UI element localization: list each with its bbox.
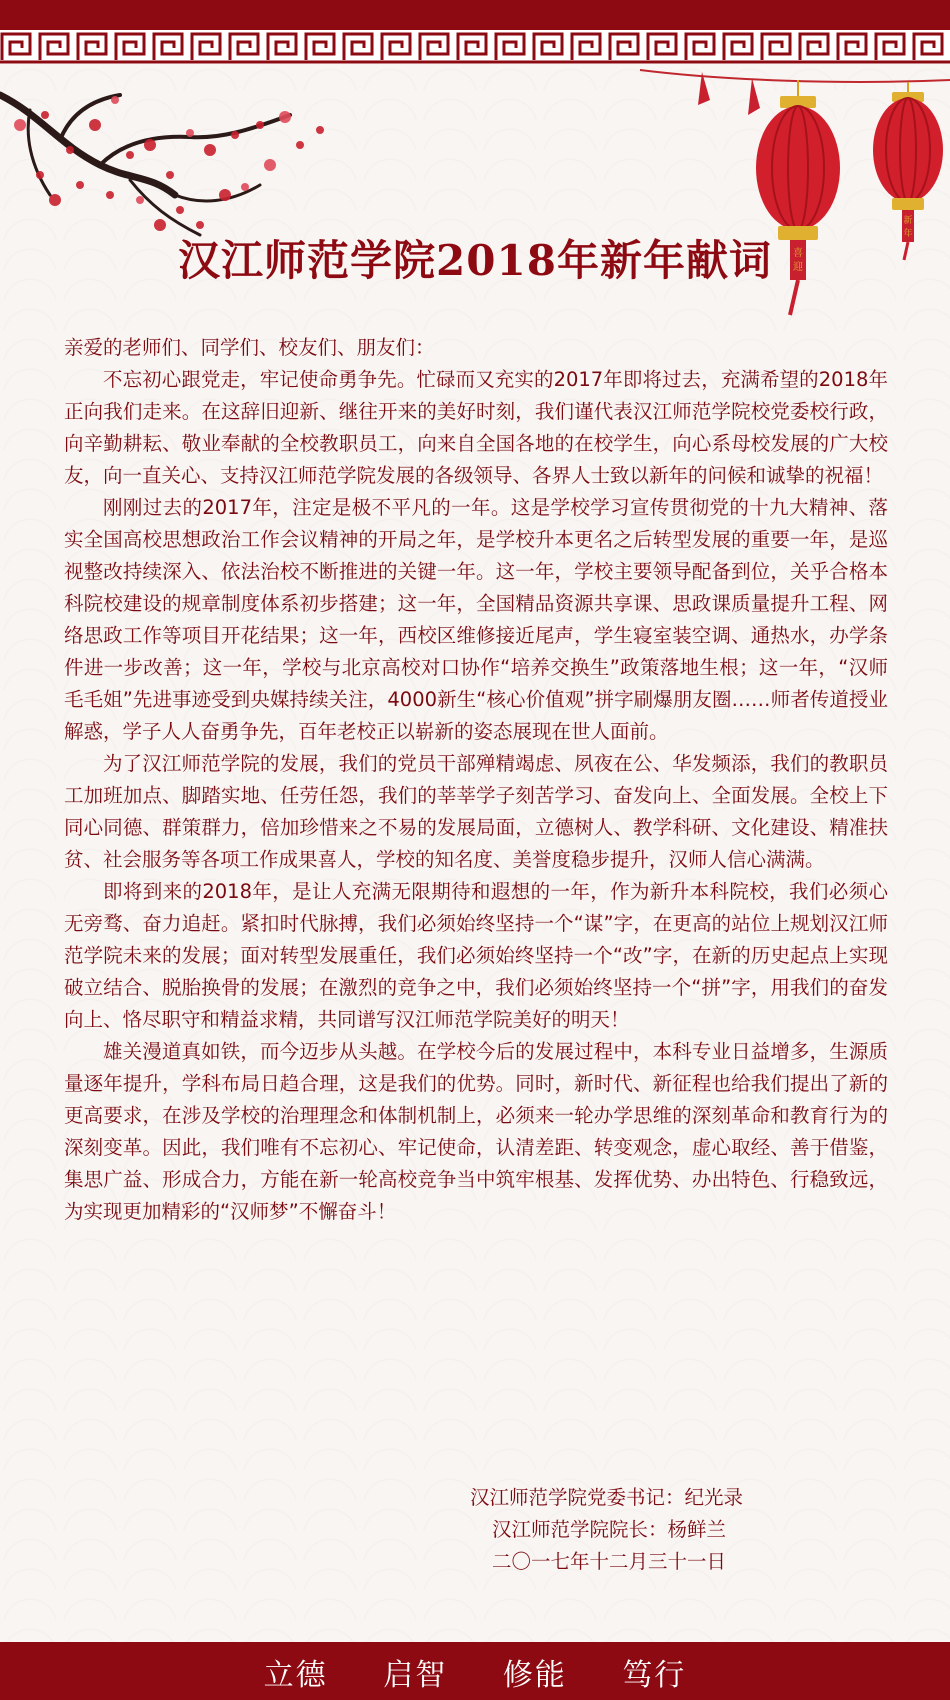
paragraph-1: 不忘初心跟党走，牢记使命勇争先。忙碌而又充实的2017年即将过去，充满希望的2018年正向我们走来。在这辞旧迎新、继往开来的美好时刻，我们谨代表汉江师范学院校党委校行政，向辛勤耕耘、敬业奉献的全校教职员工，向来自全国各地的在校学生，向心系母校发展的广大校友，向一直关心、支持汉江师范学院发展的各级领导、各界人士致以新年的问候和诚挚的祝福！ <box>64 368 888 487</box>
paragraph-3: 为了汉江师范学院的发展，我们的党员干部殚精竭虑、夙夜在公、华发频添，我们的教职员工加班加点、脚踏实地、任劳任怨，我们的莘莘学子刻苦学习、奋发向上、全面发展。全校上下同心同德、群策群力，倍加珍惜来之不易的发展局面，立德树人、教学科研、文化建设、精准扶贫、社会服务等各项工作成果喜人，学校的知名度、美誉度稳步提升，汉师人信心满满。 <box>64 752 888 871</box>
lantern-right-char-2: 年 <box>903 229 913 239</box>
signature-block <box>470 1482 830 1578</box>
school-motto <box>0 1650 950 1694</box>
salutation: 亲爱的老师们、同学们、校友们、朋友们： <box>64 336 435 359</box>
paragraph-4: 即将到来的2018年，是让人充满无限期待和遐想的一年，作为新升本科院校，我们必须心无旁骛、奋力追赶。紧扣时代脉搏，我们必须始终坚持一个“谋”字，在更高的站位上规划汉江师范学院未来的发展；面对转型发展重任，我们必须始终坚持一个“改”字，在新的历史起点上实现破立结合、脱胎换骨的发展；在激烈的竞争之中，我们必须始终坚持一个“拼”字，用我们的奋发向上、恪尽职守和精益求精，共同谱写汉江师范学院美好的明天！ <box>64 880 888 1031</box>
signature-party-secretary: 汉江师范学院党委书记：纪光录 <box>470 1486 744 1509</box>
signature-president: 汉江师范学院院长：杨鲜兰 <box>492 1518 727 1541</box>
paragraph-5: 雄关漫道真如铁，而今迈步从头越。在学校今后的发展过程中，本科专业日益增多，生源质量逐年提升，学科布局日趋合理，这是我们的优势。同时，新时代、新征程也给我们提出了新的更高要求，在涉及学校的治理理念和体制机制上，必须来一轮办学思维的深刻革命和教育行为的深刻变革。因此，我们唯有不忘初心、牢记使命，认清差距、转变观念，虚心取经、善于借鉴，集思广益、形成合力，方能在新一轮高校竞争当中筑牢根基、发挥优势、办出特色、行稳致远，为实现更加精彩的“汉师梦”不懈奋斗！ <box>64 1040 888 1223</box>
paragraph-2: 刚刚过去的2017年，注定是极不平凡的一年。这是学校学习宣传贯彻党的十九大精神、落实全国高校思想政治工作会议精神的开局之年，是学校升本更名之后转型发展的重要一年，是巡视整改持续深入、依法治校不断推进的关键一年。这一年，学校主要领导配备到位，关乎合格本科院校建设的规章制度体系初步搭建；这一年，全国精品资源共享课、思政课质量提升工程、网络思政工作等项目开花结果；这一年，西校区维修接近尾声，学生寝室装空调、通热水，办学条件进一步改善；这一年，学校与北京高校对口协作“培养交换生”政策落地生根；这一年，“汉师毛毛姐”先进事迹受到央媒持续关注，4000新生“核心价值观”拼字刷爆朋友圈……师者传道授业解惑，学子人人奋勇争先，百年老校正以崭新的姿态展现在世人面前。 <box>64 496 888 743</box>
motto-word-2: 启智 <box>383 1658 448 1693</box>
top-red-bar <box>0 0 950 30</box>
page-title: 汉江师范学院2018年新年献词 <box>178 236 772 285</box>
lantern-right-char-1: 新 <box>903 216 913 226</box>
lantern-left-char-2: 迎 <box>793 262 803 273</box>
lantern-left-char-1: 喜 <box>793 248 803 259</box>
signature-date: 二〇一七年十二月三十一日 <box>492 1550 727 1573</box>
motto-word-3: 修能 <box>502 1658 567 1693</box>
letter-body <box>64 332 888 1228</box>
motto-word-4: 笃行 <box>622 1658 687 1693</box>
plum-blossom-branch <box>0 55 360 255</box>
motto-word-1: 立德 <box>263 1658 328 1693</box>
